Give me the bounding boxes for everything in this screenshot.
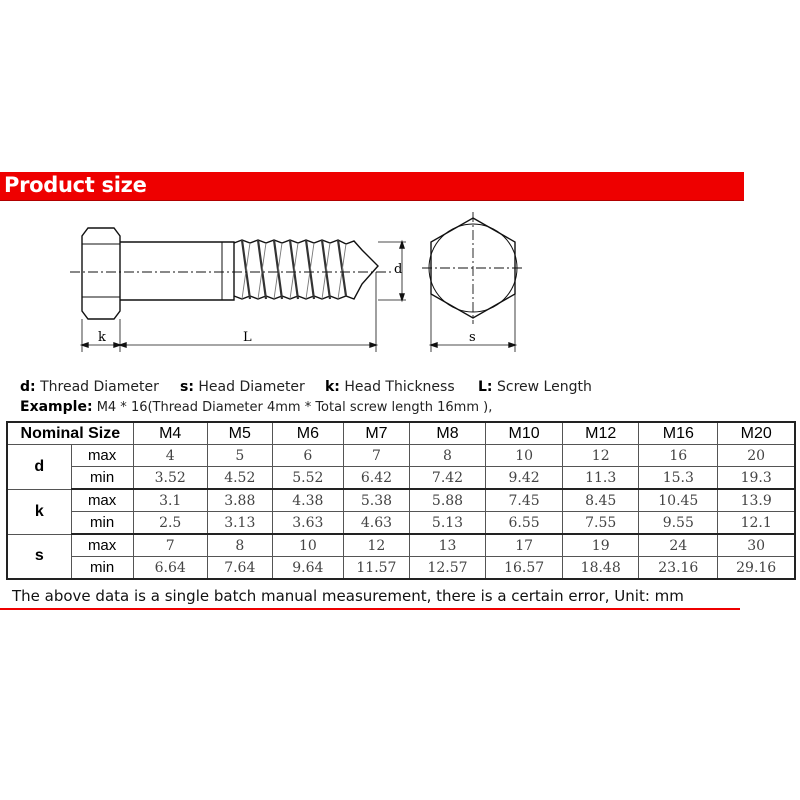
table-row — [7, 489, 795, 512]
size-spec-table — [6, 421, 796, 580]
table-cell: 7.42 — [409, 467, 485, 490]
legend-head-diameter: s: Head Diameter — [180, 379, 305, 395]
limit-label: max — [71, 489, 133, 512]
table-cell: 13.9 — [718, 489, 795, 512]
table-cell: 4 — [133, 445, 207, 467]
table-cell: 6.64 — [133, 557, 207, 580]
table-cell: 5.88 — [409, 489, 485, 512]
header-nominal-size: Nominal Size — [7, 422, 133, 445]
table-cell: 17 — [486, 534, 563, 557]
legend-head-thickness: k: Head Thickness — [325, 379, 455, 395]
dimension-legend — [20, 379, 592, 395]
table-cell: 6 — [272, 445, 343, 467]
banner-title: Product size — [4, 173, 147, 197]
table-cell: 12 — [563, 445, 639, 467]
header-col: M10 — [486, 422, 563, 445]
table-cell: 7 — [343, 445, 409, 467]
header-col: M7 — [343, 422, 409, 445]
table-row — [7, 534, 795, 557]
table-cell: 5 — [207, 445, 272, 467]
table-cell: 5.38 — [343, 489, 409, 512]
table-cell: 7.45 — [486, 489, 563, 512]
table-cell: 19.3 — [718, 467, 795, 490]
table-cell: 18.48 — [563, 557, 639, 580]
header-col: M6 — [272, 422, 343, 445]
limit-label: min — [71, 512, 133, 535]
table-cell: 15.3 — [639, 467, 718, 490]
limit-label: min — [71, 467, 133, 490]
table-cell: 4.52 — [207, 467, 272, 490]
table-cell: 24 — [639, 534, 718, 557]
footnote-divider — [0, 608, 740, 610]
screw-dimension-drawing — [0, 205, 800, 365]
table-cell: 8 — [207, 534, 272, 557]
example-note: Example: M4 * 16(Thread Diameter 4mm * Total screw length 16mm ), — [20, 399, 493, 415]
row-symbol-s: s — [7, 534, 71, 579]
table-cell: 23.16 — [639, 557, 718, 580]
limit-label: min — [71, 557, 133, 580]
table-cell: 16.57 — [486, 557, 563, 580]
table-row — [7, 467, 795, 490]
legend-screw-length: L: Screw Length — [478, 379, 592, 395]
table-cell: 30 — [718, 534, 795, 557]
table-cell: 6.55 — [486, 512, 563, 535]
table-cell: 20 — [718, 445, 795, 467]
table-cell: 9.64 — [272, 557, 343, 580]
limit-label: max — [71, 534, 133, 557]
table-cell: 9.42 — [486, 467, 563, 490]
table-cell: 13 — [409, 534, 485, 557]
table-cell: 19 — [563, 534, 639, 557]
table-cell: 8 — [409, 445, 485, 467]
table-cell: 7.55 — [563, 512, 639, 535]
table-cell: 7.64 — [207, 557, 272, 580]
row-symbol-k: k — [7, 489, 71, 534]
header-col: M16 — [639, 422, 718, 445]
table-cell: 11.57 — [343, 557, 409, 580]
table-cell: 8.45 — [563, 489, 639, 512]
table-cell: 5.52 — [272, 467, 343, 490]
table-cell: 29.16 — [718, 557, 795, 580]
table-cell: 3.1 — [133, 489, 207, 512]
limit-label: max — [71, 445, 133, 467]
table-cell: 3.13 — [207, 512, 272, 535]
table-cell: 12.57 — [409, 557, 485, 580]
header-col: M8 — [409, 422, 485, 445]
table-row — [7, 512, 795, 535]
table-header-row — [7, 422, 795, 445]
row-symbol-d: d — [7, 445, 71, 490]
table-cell: 3.63 — [272, 512, 343, 535]
table-cell: 9.55 — [639, 512, 718, 535]
table-cell: 11.3 — [563, 467, 639, 490]
table-cell: 5.13 — [409, 512, 485, 535]
table-cell: 12 — [343, 534, 409, 557]
table-row — [7, 445, 795, 467]
table-cell: 4.63 — [343, 512, 409, 535]
product-size-banner — [0, 172, 744, 201]
table-cell: 7 — [133, 534, 207, 557]
table-cell: 4.38 — [272, 489, 343, 512]
table-cell: 10.45 — [639, 489, 718, 512]
dim-label-k: k — [98, 330, 106, 345]
table-cell: 2.5 — [133, 512, 207, 535]
table-cell: 6.42 — [343, 467, 409, 490]
table-cell: 16 — [639, 445, 718, 467]
measurement-footnote: The above data is a single batch manual measurement, there is a certain error, Unit: mm — [12, 587, 684, 605]
header-col: M12 — [563, 422, 639, 445]
header-col: M5 — [207, 422, 272, 445]
header-col: M20 — [718, 422, 795, 445]
table-cell: 12.1 — [718, 512, 795, 535]
legend-thread-diameter: d: Thread Diameter — [20, 379, 159, 395]
header-col: M4 — [133, 422, 207, 445]
table-cell: 3.88 — [207, 489, 272, 512]
dim-label-L: L — [243, 330, 252, 345]
dim-label-d: d — [394, 262, 403, 277]
table-cell: 10 — [486, 445, 563, 467]
table-row — [7, 557, 795, 580]
table-cell: 10 — [272, 534, 343, 557]
dim-label-s: s — [469, 330, 476, 345]
table-cell: 3.52 — [133, 467, 207, 490]
screw-side-view — [70, 228, 406, 352]
